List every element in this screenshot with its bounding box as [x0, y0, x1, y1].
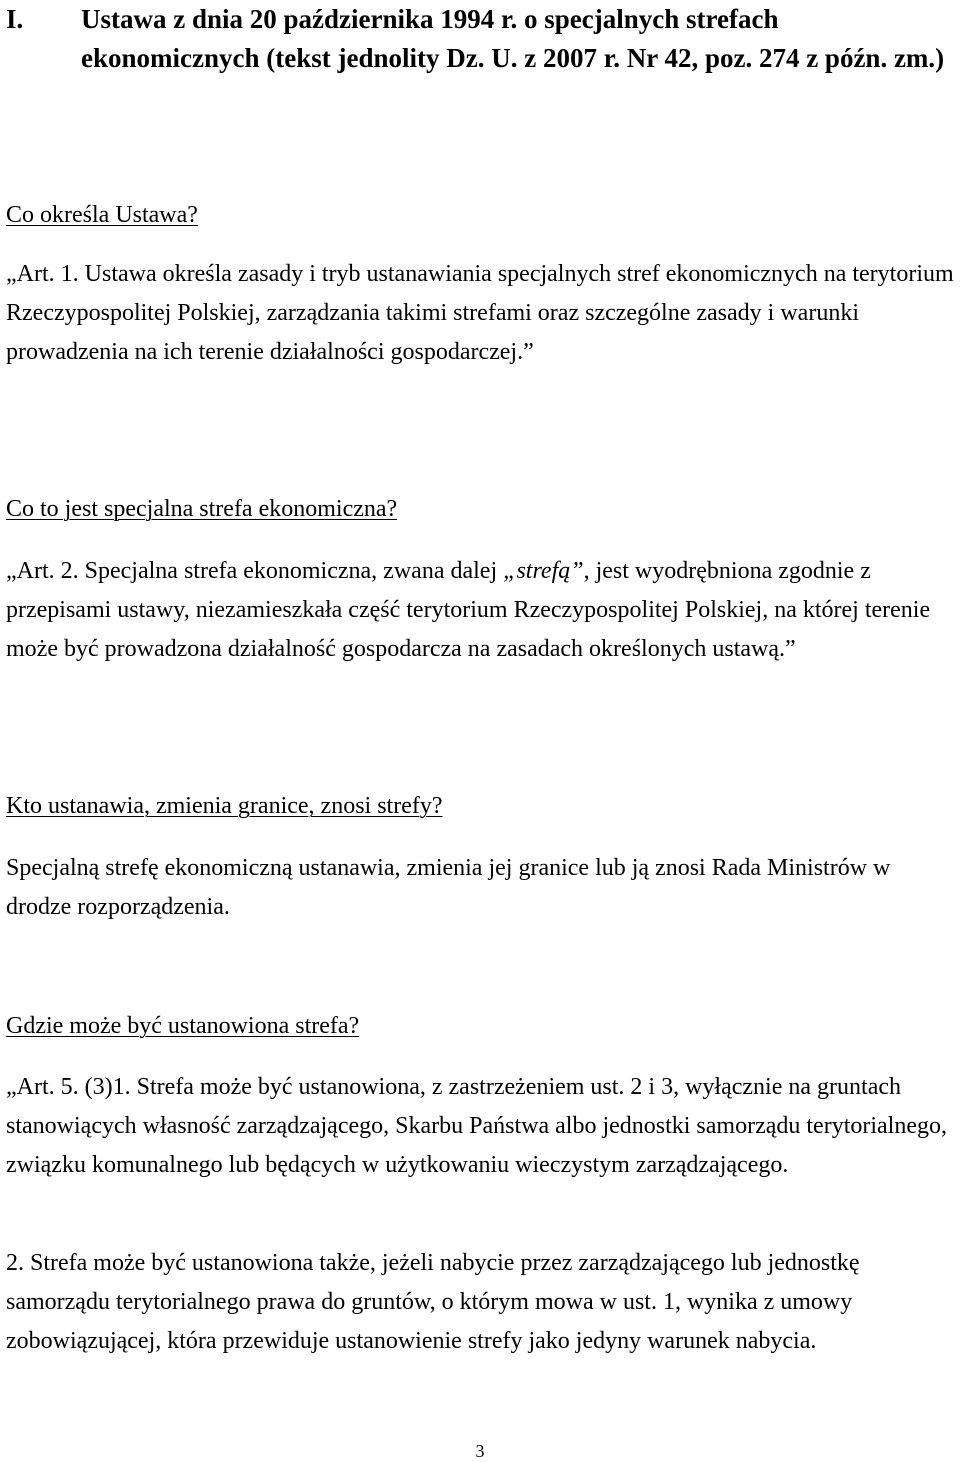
heading-number: I.: [6, 4, 24, 34]
council-of-ministers-paragraph: Specjalną strefę ekonomiczną ustanawia, zmienia jej granice lub ją znosi Rada Ministrów w drodze rozporządzenia.: [6, 855, 891, 920]
question-what-is-zone: Co to jest specjalna strefa ekonomiczna?: [6, 496, 398, 522]
article-2-paragraph: [6, 552, 956, 669]
article-5-paragraph-2: 2. Strefa może być ustanowiona także, jeżeli nabycie przez zarządzającego lub jednostkę samorządu terytorialnego prawa do gruntów, o którym mowa w ust. 1, wynika z umowy zobowiązującej, która przewiduje ustanowienie strefy jako jedyny warunek nabycia.: [6, 1250, 860, 1354]
heading-text: Ustawa z dnia 20 października 1994 r. o specjalnych strefach ekonomicznych (tekst jednolity Dz. U. z 2007 r. Nr 42, poz. 274 z późn. zm.): [81, 4, 945, 73]
question-where-established: Gdzie może być ustanowiona strefa?: [6, 1013, 360, 1039]
article-2-emphasis: „strefą”: [503, 558, 584, 584]
article-5-paragraph-1: „Art. 5. (3)1. Strefa może być ustanowiona, z zastrzeżeniem ust. 2 i 3, wyłącznie na gruntach stanowiących własność zarządzającego, Skarbu Państwa albo jednostki samorządu terytorialnego, związku komunalnego lub będących w użytkowaniu wieczystym zarządzającego.: [6, 1074, 948, 1178]
page-number: 3: [475, 1441, 485, 1461]
question-what-defines: Co określa Ustawa?: [6, 202, 198, 228]
document-heading: [6, 0, 946, 78]
article-2-text-before: „Art. 2. Specjalna strefa ekonomiczna, zwana dalej: [6, 558, 504, 584]
article-1-paragraph: „Art. 1. Ustawa określa zasady i tryb ustanawiania specjalnych stref ekonomicznych na terytorium Rzeczypospolitej Polskiej, zarządzania takimi strefami oraz szczególne zasady i warunki prowadzenia na ich terenie działalności gospodarczej.”: [6, 261, 954, 365]
question-who-establishes: Kto ustanawia, zmienia granice, znosi strefy?: [6, 793, 443, 819]
article-2-text-after: , jest wyodrębniona zgodnie z przepisami ustawy, niezamieszkała część terytorium Rzeczypospolitej Polskiej, na której terenie może być prowadzona działalność gospodarcza na zasadach określonych ustawą.”: [6, 558, 931, 662]
